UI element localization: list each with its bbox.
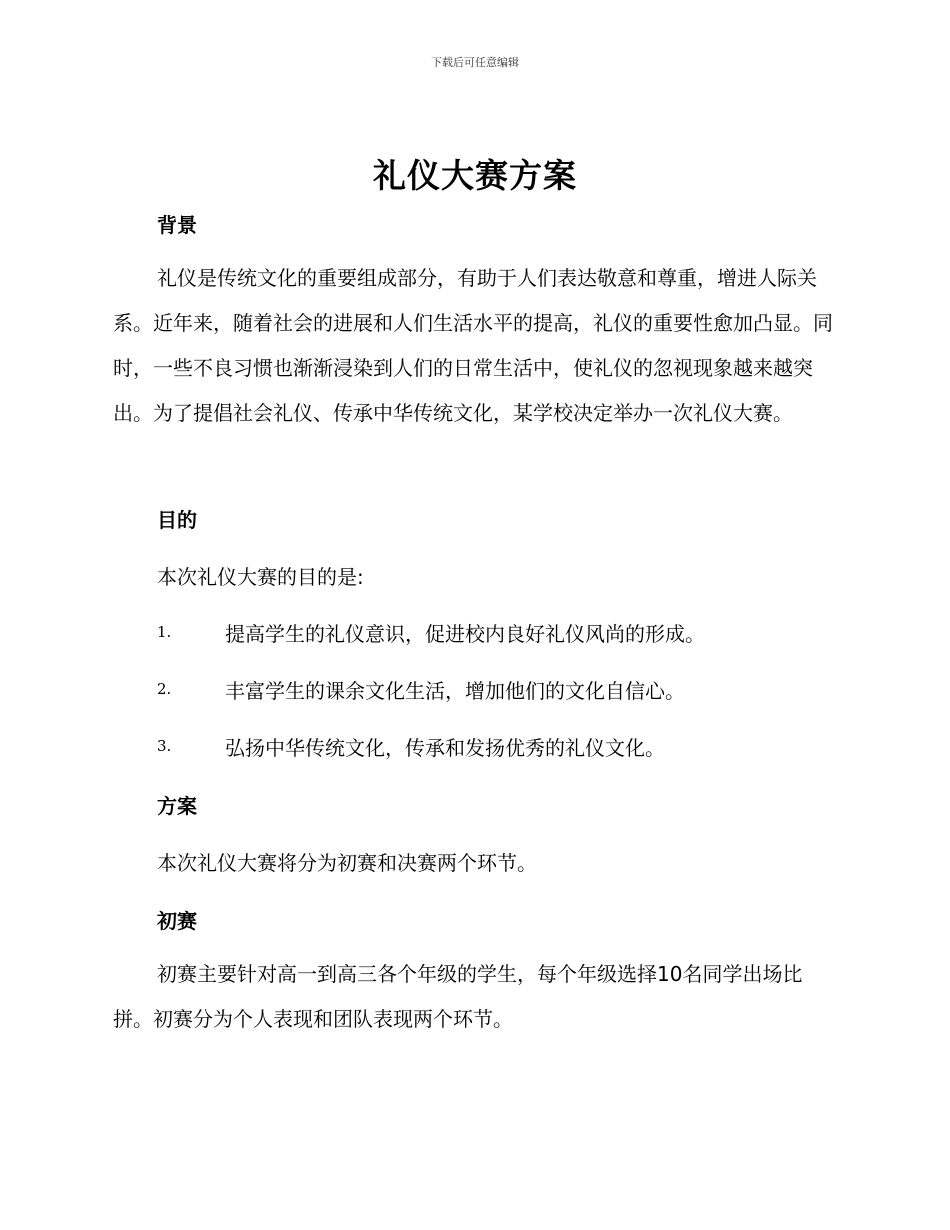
page-header-note: 下载后可任意编辑 (431, 56, 519, 69)
list-item-number: 3. (157, 737, 172, 755)
list-item-text: 丰富学生的课余文化生活，增加他们的文化自信心。 (225, 679, 685, 703)
section-heading-preliminary: 初赛 (157, 909, 197, 933)
list-item-number: 1. (157, 623, 172, 641)
list-item-number: 2. (157, 680, 172, 698)
background-paragraph: 礼仪是传统文化的重要组成部分，有助于人们表达敬意和尊重，增进人际关系。近年来，随着社会的进展和人们生活水平的提高，礼仪的重要性愈加凸显。同时，一些不良习惯也渐渐浸染到人们的日常生活中，使礼仪的忽视现象越来越突出。为了提倡社会礼仪、传承中华传统文化，某学校决定举办一次礼仪大赛。 (113, 266, 833, 425)
plan-text: 本次礼仪大赛将分为初赛和决赛两个环节。 (157, 851, 537, 875)
section-heading-purpose: 目的 (157, 508, 197, 532)
document-title: 礼仪大赛方案 (373, 156, 577, 195)
section-heading-background: 背景 (157, 213, 197, 237)
list-item-text: 提高学生的礼仪意识，促进校内良好礼仪风尚的形成。 (225, 622, 705, 646)
list-item-text: 弘扬中华传统文化，传承和发扬优秀的礼仪文化。 (225, 736, 665, 760)
preliminary-paragraph: 初赛主要针对高一到高三各个年级的学生，每个年级选择10名同学出场比拼。初赛分为个人表现和团队表现两个环节。 (113, 962, 803, 1031)
section-heading-plan: 方案 (157, 794, 197, 818)
purpose-intro: 本次礼仪大赛的目的是: (157, 565, 364, 589)
